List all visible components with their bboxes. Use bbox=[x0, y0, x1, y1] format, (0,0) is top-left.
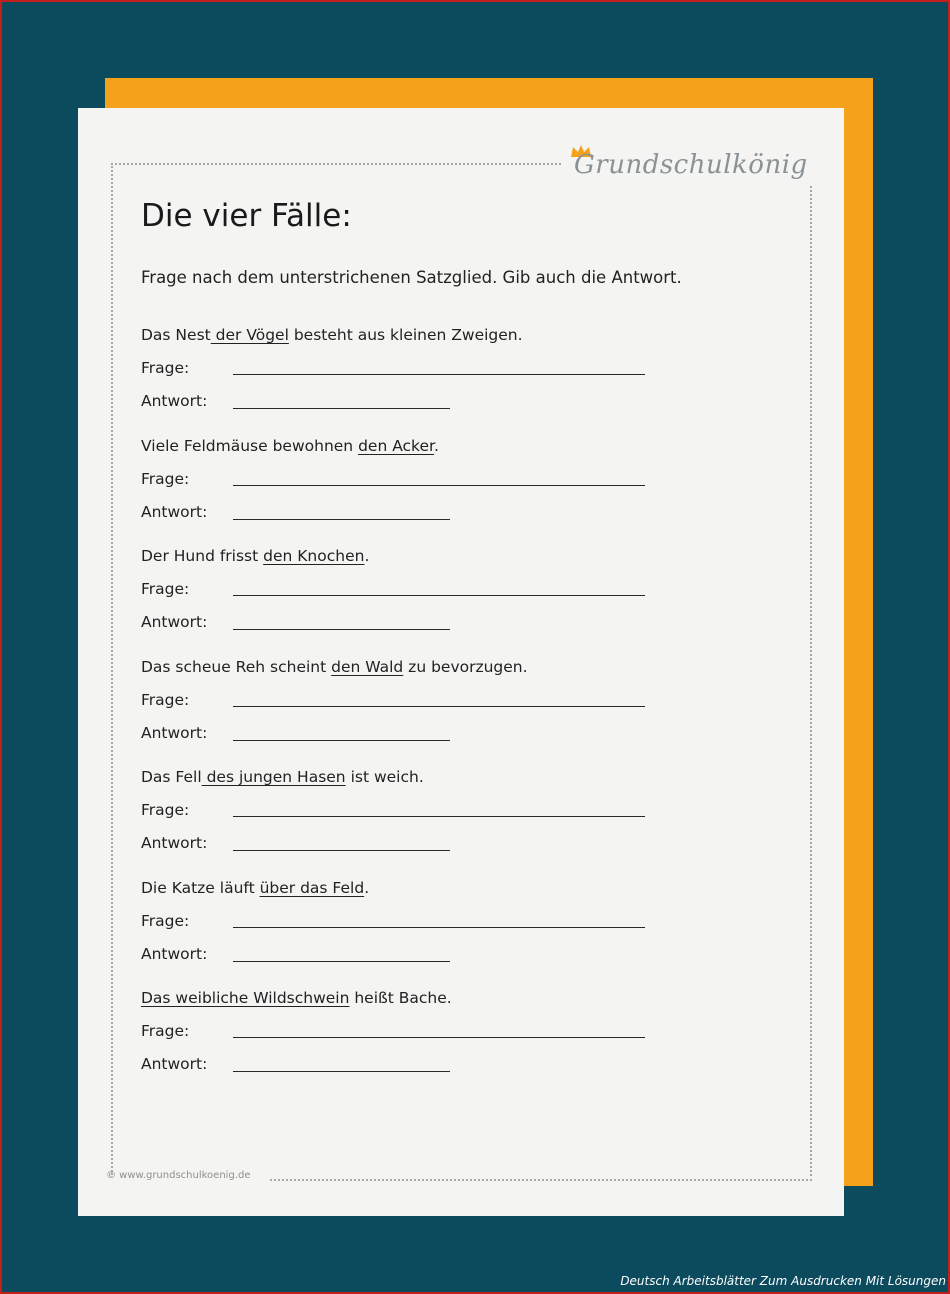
exercise-sentence bbox=[141, 437, 439, 455]
question-answer-line[interactable] bbox=[233, 927, 645, 928]
dotted-border-top bbox=[111, 163, 561, 165]
underlined-phrase: den Wald bbox=[331, 657, 404, 676]
answer-line[interactable] bbox=[233, 850, 450, 851]
exercise-item bbox=[141, 547, 661, 647]
underlined-phrase: den Knochen bbox=[263, 547, 365, 565]
question-answer-line[interactable] bbox=[233, 706, 645, 707]
dotted-border-bottom bbox=[270, 1179, 812, 1181]
underlined-phrase: Das weibliche Wildschwein bbox=[141, 989, 350, 1007]
exercise-item bbox=[141, 989, 661, 1089]
exercise-sentence bbox=[141, 989, 452, 1007]
answer-line[interactable] bbox=[233, 519, 450, 520]
exercise-item bbox=[141, 768, 661, 868]
sentence-text: Der Hund frisst bbox=[141, 547, 264, 565]
exercise-sentence bbox=[141, 326, 523, 344]
sentence-text: Das Nest bbox=[141, 326, 211, 344]
sentence-text: . bbox=[364, 547, 370, 565]
exercise-item bbox=[141, 326, 661, 426]
image-caption: Deutsch Arbeitsblätter Zum Ausdrucken Mit Lösungen bbox=[620, 1274, 946, 1288]
answer-label: Antwort: bbox=[141, 502, 208, 521]
answer-line[interactable] bbox=[233, 408, 450, 409]
sentence-text: Die Katze läuft bbox=[141, 878, 260, 897]
question-answer-line[interactable] bbox=[233, 595, 645, 596]
answer-label: Antwort: bbox=[141, 613, 208, 631]
question-answer-line[interactable] bbox=[233, 485, 645, 486]
answer-label: Antwort: bbox=[141, 1055, 208, 1073]
question-label: Frage: bbox=[141, 1022, 190, 1040]
question-answer-line[interactable] bbox=[233, 816, 645, 817]
answer-line[interactable] bbox=[233, 740, 450, 741]
worksheet-instruction: Frage nach dem unterstrichenen Satzglied. Gib auch die Antwort. bbox=[141, 268, 682, 287]
underlined-phrase: des jungen Hasen bbox=[201, 768, 346, 786]
answer-label: Antwort: bbox=[141, 944, 208, 963]
sentence-text: heißt Bache. bbox=[349, 989, 452, 1007]
dotted-border-right bbox=[810, 186, 812, 1176]
sentence-text: . bbox=[364, 878, 370, 897]
exercise-sentence bbox=[141, 547, 369, 565]
answer-line[interactable] bbox=[233, 629, 450, 630]
question-label: Frage: bbox=[141, 580, 190, 598]
question-label: Frage: bbox=[141, 469, 190, 488]
question-label: Frage: bbox=[141, 911, 190, 930]
answer-line[interactable] bbox=[233, 1071, 450, 1072]
question-answer-line[interactable] bbox=[233, 1037, 645, 1038]
exercise-sentence bbox=[141, 768, 424, 786]
answer-label: Antwort: bbox=[141, 834, 208, 852]
exercise-item bbox=[141, 658, 661, 758]
answer-label: Antwort: bbox=[141, 392, 208, 410]
question-label: Frage: bbox=[141, 801, 190, 819]
exercise-item bbox=[141, 437, 661, 537]
underlined-phrase: den Acker bbox=[358, 436, 434, 455]
sentence-text: Das scheue Reh scheint bbox=[141, 657, 332, 676]
dotted-border-left bbox=[111, 163, 113, 1175]
underlined-phrase: über das Feld bbox=[259, 878, 365, 897]
question-label: Frage: bbox=[141, 690, 190, 709]
exercise-item bbox=[141, 879, 661, 979]
worksheet-title: Die vier Fälle: bbox=[141, 198, 352, 234]
sentence-text: . bbox=[433, 436, 439, 455]
exercise-sentence bbox=[141, 658, 528, 676]
answer-line[interactable] bbox=[233, 961, 450, 962]
sentence-text: Viele Feldmäuse bewohnen bbox=[141, 436, 359, 455]
exercise-sentence bbox=[141, 879, 369, 897]
sentence-text: zu bevorzugen. bbox=[403, 657, 528, 676]
question-label: Frage: bbox=[141, 359, 190, 377]
worksheet-paper bbox=[78, 108, 844, 1216]
sentence-text: ist weich. bbox=[345, 768, 424, 786]
underlined-phrase: der Vögel bbox=[210, 326, 289, 344]
question-answer-line[interactable] bbox=[233, 374, 645, 375]
answer-label: Antwort: bbox=[141, 723, 208, 742]
footer-copyright: © www.grundschulkoenig.de bbox=[106, 1170, 251, 1181]
brand-name: Grundschulkönig bbox=[574, 150, 808, 180]
sentence-text: besteht aus kleinen Zweigen. bbox=[288, 326, 523, 344]
sentence-text: Das Fell bbox=[141, 768, 202, 786]
